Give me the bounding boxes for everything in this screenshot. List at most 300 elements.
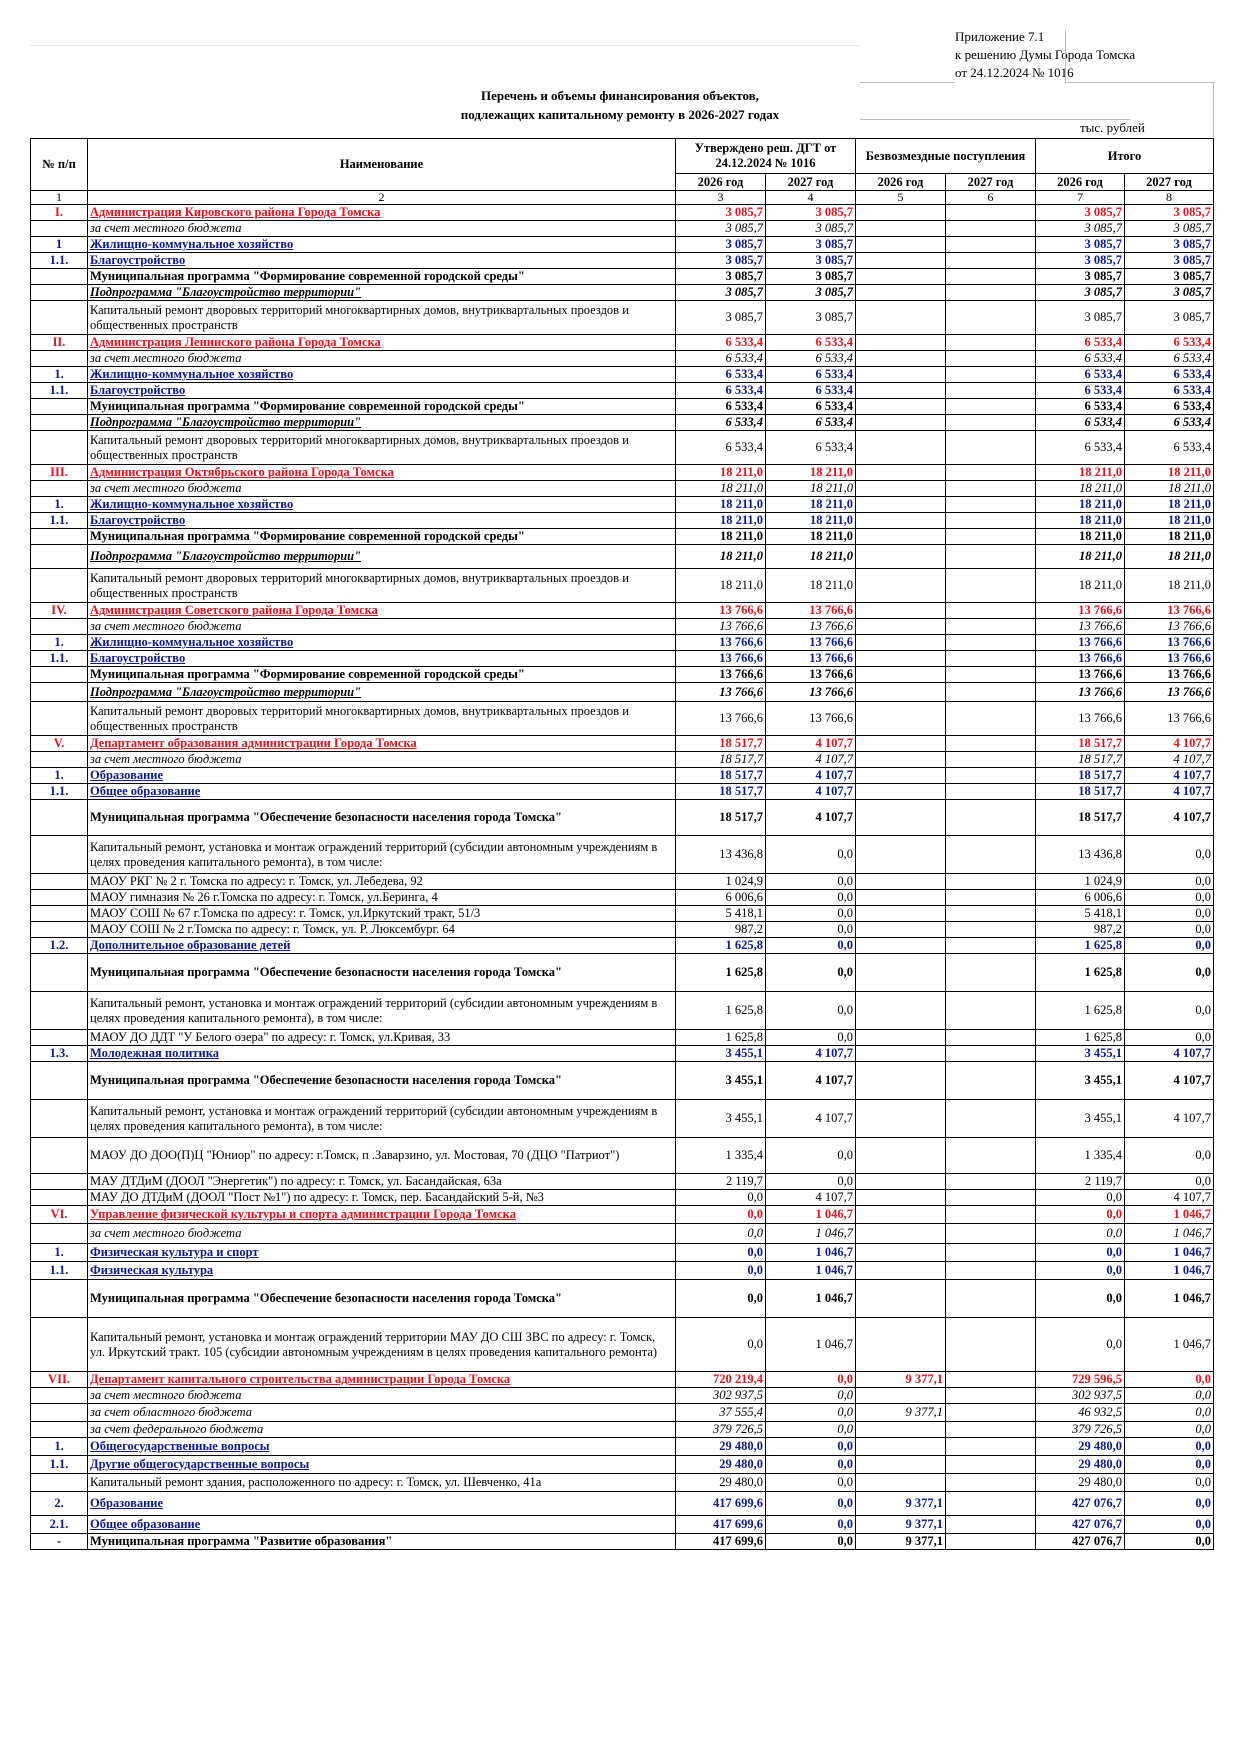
table-row xyxy=(31,399,1214,415)
row-name: Капитальный ремонт, установка и монтаж ограждений территорий (субсидии автономным учреждениям в целях проведения капитального ремонта), в том числе: xyxy=(88,836,676,874)
value-approved-2026: 3 455,1 xyxy=(676,1046,766,1062)
row-name: Дополнительное образование детей xyxy=(88,938,676,954)
row-name: Муниципальная программа "Обеспечение безопасности населения города Томска" xyxy=(88,800,676,836)
row-number: IV. xyxy=(31,603,88,619)
value-grants-2026 xyxy=(856,1456,946,1474)
row-number: 2.1. xyxy=(31,1516,88,1534)
value-total-2026: 18 517,7 xyxy=(1036,768,1125,784)
row-number: 2. xyxy=(31,1492,88,1516)
table-row xyxy=(31,1224,1214,1244)
header-grants: Безвозмездные поступления xyxy=(856,139,1036,174)
value-grants-2026 xyxy=(856,1244,946,1262)
row-number: 1.1. xyxy=(31,784,88,800)
value-total-2026: 6 533,4 xyxy=(1036,383,1125,399)
decor-rule xyxy=(1065,82,1215,83)
value-grants-2026 xyxy=(856,335,946,351)
row-number: V. xyxy=(31,736,88,752)
header-approved-2026: 2026 год xyxy=(676,174,766,191)
row-name: Департамент образования администрации Города Томска xyxy=(88,736,676,752)
value-approved-2026: 18 517,7 xyxy=(676,736,766,752)
value-approved-2027: 13 766,6 xyxy=(766,651,856,667)
value-grants-2027 xyxy=(946,992,1036,1030)
value-grants-2027 xyxy=(946,1046,1036,1062)
table-row xyxy=(31,205,1214,221)
row-number: 1.1. xyxy=(31,513,88,529)
row-number xyxy=(31,529,88,545)
table-row xyxy=(31,301,1214,335)
value-grants-2027 xyxy=(946,569,1036,603)
row-name: Общегосударственные вопросы xyxy=(88,1438,676,1456)
row-name: Жилищно-коммунальное хозяйство xyxy=(88,237,676,253)
row-number: 1 xyxy=(31,237,88,253)
value-approved-2026: 18 517,7 xyxy=(676,752,766,768)
table-row xyxy=(31,513,1214,529)
value-total-2026: 13 766,6 xyxy=(1036,667,1125,683)
value-total-2027: 18 211,0 xyxy=(1125,529,1214,545)
value-approved-2027: 0,0 xyxy=(766,1030,856,1046)
value-grants-2026 xyxy=(856,205,946,221)
row-number xyxy=(31,1224,88,1244)
column-index: 8 xyxy=(1125,191,1214,205)
value-approved-2026: 29 480,0 xyxy=(676,1474,766,1492)
column-index: 1 xyxy=(31,191,88,205)
value-total-2026: 3 085,7 xyxy=(1036,205,1125,221)
value-approved-2027: 4 107,7 xyxy=(766,1100,856,1138)
value-total-2026: 46 932,5 xyxy=(1036,1404,1125,1422)
row-name: за счет местного бюджета xyxy=(88,1224,676,1244)
value-grants-2026 xyxy=(856,513,946,529)
table-row xyxy=(31,465,1214,481)
row-number xyxy=(31,301,88,335)
value-total-2026: 729 596,5 xyxy=(1036,1372,1125,1388)
value-total-2026: 13 766,6 xyxy=(1036,702,1125,736)
value-grants-2027 xyxy=(946,1190,1036,1206)
row-name: Капитальный ремонт дворовых территорий многоквартирных домов, внутриквартальных проездов и общественных пространств xyxy=(88,569,676,603)
value-grants-2026 xyxy=(856,800,946,836)
value-total-2026: 18 211,0 xyxy=(1036,481,1125,497)
value-total-2027: 0,0 xyxy=(1125,1388,1214,1404)
value-total-2026: 0,0 xyxy=(1036,1224,1125,1244)
row-name: Образование xyxy=(88,1492,676,1516)
table-row xyxy=(31,351,1214,367)
row-name: МАУ ДТДиМ (ДООЛ "Энергетик") по адресу: г. Томск, ул. Басандайская, 63а xyxy=(88,1174,676,1190)
header-num: № п/п xyxy=(31,139,88,191)
value-grants-2026 xyxy=(856,603,946,619)
value-total-2027: 4 107,7 xyxy=(1125,800,1214,836)
row-number: 1. xyxy=(31,367,88,383)
value-grants-2026 xyxy=(856,481,946,497)
value-total-2026: 29 480,0 xyxy=(1036,1438,1125,1456)
row-number: II. xyxy=(31,335,88,351)
row-number: III. xyxy=(31,465,88,481)
value-approved-2026: 18 517,7 xyxy=(676,800,766,836)
table-row xyxy=(31,367,1214,383)
value-approved-2026: 6 533,4 xyxy=(676,367,766,383)
value-approved-2027: 6 533,4 xyxy=(766,351,856,367)
column-index: 6 xyxy=(946,191,1036,205)
value-approved-2026: 13 436,8 xyxy=(676,836,766,874)
value-total-2026: 3 455,1 xyxy=(1036,1100,1125,1138)
value-total-2027: 0,0 xyxy=(1125,954,1214,992)
value-grants-2026 xyxy=(856,1388,946,1404)
value-approved-2026: 6 533,4 xyxy=(676,383,766,399)
row-number xyxy=(31,752,88,768)
row-name: Общее образование xyxy=(88,784,676,800)
value-approved-2027: 4 107,7 xyxy=(766,800,856,836)
value-grants-2027 xyxy=(946,683,1036,702)
value-approved-2027: 4 107,7 xyxy=(766,736,856,752)
value-approved-2027: 4 107,7 xyxy=(766,1046,856,1062)
value-grants-2027 xyxy=(946,635,1036,651)
row-number xyxy=(31,415,88,431)
value-total-2027: 0,0 xyxy=(1125,1404,1214,1422)
value-grants-2027 xyxy=(946,736,1036,752)
row-name: МАОУ РКГ № 2 г. Томска по адресу: г. Томск, ул. Лебедева, 92 xyxy=(88,874,676,890)
row-number: VII. xyxy=(31,1372,88,1388)
value-grants-2027 xyxy=(946,351,1036,367)
value-approved-2026: 13 766,6 xyxy=(676,702,766,736)
value-approved-2027: 0,0 xyxy=(766,938,856,954)
value-approved-2026: 3 085,7 xyxy=(676,269,766,285)
value-total-2026: 13 766,6 xyxy=(1036,619,1125,635)
value-total-2026: 13 766,6 xyxy=(1036,683,1125,702)
row-number xyxy=(31,285,88,301)
value-approved-2027: 0,0 xyxy=(766,1438,856,1456)
decor-rule xyxy=(1213,82,1214,137)
value-approved-2026: 6 533,4 xyxy=(676,431,766,465)
value-total-2026: 1 625,8 xyxy=(1036,938,1125,954)
value-approved-2027: 1 046,7 xyxy=(766,1244,856,1262)
value-approved-2027: 0,0 xyxy=(766,1404,856,1422)
value-approved-2026: 3 085,7 xyxy=(676,205,766,221)
value-total-2027: 6 533,4 xyxy=(1125,431,1214,465)
value-grants-2027 xyxy=(946,465,1036,481)
value-total-2027: 3 085,7 xyxy=(1125,205,1214,221)
row-name: за счет местного бюджета xyxy=(88,351,676,367)
value-grants-2027 xyxy=(946,545,1036,569)
value-approved-2027: 6 533,4 xyxy=(766,399,856,415)
row-name: за счет местного бюджета xyxy=(88,1388,676,1404)
row-name: Департамент капитального строительства администрации Города Томска xyxy=(88,1372,676,1388)
row-name: Физическая культура и спорт xyxy=(88,1244,676,1262)
table-row xyxy=(31,545,1214,569)
value-approved-2027: 18 211,0 xyxy=(766,545,856,569)
value-approved-2026: 6 533,4 xyxy=(676,335,766,351)
row-name: МАОУ ДО ДОО(П)Ц "Юниор" по адресу: г.Томск, п .Заварзино, ул. Мостовая, 70 (ДЦО "Патриот") xyxy=(88,1138,676,1174)
value-total-2027: 13 766,6 xyxy=(1125,683,1214,702)
row-number: 1. xyxy=(31,497,88,513)
table-row xyxy=(31,1456,1214,1474)
value-total-2026: 18 211,0 xyxy=(1036,497,1125,513)
value-total-2026: 2 119,7 xyxy=(1036,1174,1125,1190)
value-total-2026: 6 533,4 xyxy=(1036,367,1125,383)
value-total-2027: 0,0 xyxy=(1125,836,1214,874)
row-number xyxy=(31,619,88,635)
table-row xyxy=(31,1046,1214,1062)
value-total-2027: 0,0 xyxy=(1125,1372,1214,1388)
value-grants-2026: 9 377,1 xyxy=(856,1516,946,1534)
value-total-2026: 13 766,6 xyxy=(1036,603,1125,619)
value-approved-2027: 1 046,7 xyxy=(766,1224,856,1244)
value-approved-2027: 1 046,7 xyxy=(766,1280,856,1318)
row-number: VI. xyxy=(31,1206,88,1224)
table-row xyxy=(31,1534,1214,1550)
value-approved-2026: 6 533,4 xyxy=(676,351,766,367)
value-grants-2027 xyxy=(946,513,1036,529)
value-total-2027: 1 046,7 xyxy=(1125,1280,1214,1318)
value-grants-2027 xyxy=(946,415,1036,431)
value-approved-2026: 6 533,4 xyxy=(676,399,766,415)
value-approved-2027: 3 085,7 xyxy=(766,221,856,237)
value-approved-2027: 0,0 xyxy=(766,890,856,906)
value-total-2027: 13 766,6 xyxy=(1125,603,1214,619)
value-grants-2026 xyxy=(856,465,946,481)
value-total-2026: 3 085,7 xyxy=(1036,269,1125,285)
table-row xyxy=(31,635,1214,651)
value-total-2027: 1 046,7 xyxy=(1125,1318,1214,1372)
table-row xyxy=(31,736,1214,752)
value-approved-2026: 987,2 xyxy=(676,922,766,938)
value-approved-2027: 1 046,7 xyxy=(766,1318,856,1372)
value-approved-2026: 18 211,0 xyxy=(676,513,766,529)
table-row xyxy=(31,1174,1214,1190)
value-total-2027: 6 533,4 xyxy=(1125,367,1214,383)
row-name: МАУ ДО ДТДиМ (ДООЛ "Пост №1") по адресу: г. Томск, пер. Басандайский 5-й, №3 xyxy=(88,1190,676,1206)
row-number xyxy=(31,702,88,736)
value-grants-2027 xyxy=(946,619,1036,635)
value-approved-2027: 3 085,7 xyxy=(766,205,856,221)
value-total-2027: 6 533,4 xyxy=(1125,351,1214,367)
value-grants-2026 xyxy=(856,890,946,906)
value-grants-2026 xyxy=(856,569,946,603)
value-grants-2027 xyxy=(946,431,1036,465)
value-total-2027: 0,0 xyxy=(1125,1422,1214,1438)
value-grants-2027 xyxy=(946,667,1036,683)
value-grants-2026 xyxy=(856,635,946,651)
value-total-2027: 1 046,7 xyxy=(1125,1244,1214,1262)
value-grants-2027 xyxy=(946,1062,1036,1100)
table-row xyxy=(31,784,1214,800)
value-approved-2026: 1 625,8 xyxy=(676,938,766,954)
value-approved-2026: 1 335,4 xyxy=(676,1138,766,1174)
value-grants-2026 xyxy=(856,619,946,635)
table-row xyxy=(31,1030,1214,1046)
value-approved-2026: 0,0 xyxy=(676,1190,766,1206)
value-approved-2027: 0,0 xyxy=(766,1422,856,1438)
column-index-row xyxy=(31,191,1214,205)
value-total-2026: 3 455,1 xyxy=(1036,1062,1125,1100)
row-name: Капитальный ремонт, установка и монтаж ограждений территорий (субсидии автономным учреждениям в целях проведения капитального ремонта), в том числе: xyxy=(88,992,676,1030)
table-row xyxy=(31,651,1214,667)
value-total-2027: 18 211,0 xyxy=(1125,465,1214,481)
value-approved-2027: 13 766,6 xyxy=(766,683,856,702)
value-approved-2027: 0,0 xyxy=(766,906,856,922)
row-number xyxy=(31,1062,88,1100)
value-grants-2026 xyxy=(856,683,946,702)
value-grants-2027 xyxy=(946,1422,1036,1438)
row-name: Муниципальная программа "Формирование современной городской среды" xyxy=(88,269,676,285)
value-grants-2027 xyxy=(946,497,1036,513)
row-number: 1.1. xyxy=(31,383,88,399)
value-total-2026: 18 517,7 xyxy=(1036,800,1125,836)
value-grants-2026 xyxy=(856,1174,946,1190)
value-total-2026: 6 533,4 xyxy=(1036,351,1125,367)
value-approved-2027: 6 533,4 xyxy=(766,383,856,399)
value-grants-2027 xyxy=(946,529,1036,545)
value-total-2026: 3 085,7 xyxy=(1036,301,1125,335)
value-grants-2027 xyxy=(946,836,1036,874)
column-index: 5 xyxy=(856,191,946,205)
value-total-2026: 0,0 xyxy=(1036,1206,1125,1224)
value-grants-2026 xyxy=(856,736,946,752)
row-name: Подпрограмма "Благоустройство территории" xyxy=(88,683,676,702)
table-row xyxy=(31,702,1214,736)
value-total-2026: 1 625,8 xyxy=(1036,992,1125,1030)
row-number xyxy=(31,800,88,836)
value-total-2027: 18 211,0 xyxy=(1125,513,1214,529)
value-grants-2026 xyxy=(856,1262,946,1280)
row-name: Общее образование xyxy=(88,1516,676,1534)
value-grants-2027 xyxy=(946,383,1036,399)
header-total-2026: 2026 год xyxy=(1036,174,1125,191)
value-total-2027: 4 107,7 xyxy=(1125,1062,1214,1100)
value-total-2027: 0,0 xyxy=(1125,1030,1214,1046)
value-approved-2027: 0,0 xyxy=(766,1174,856,1190)
value-total-2026: 6 006,6 xyxy=(1036,890,1125,906)
table-row xyxy=(31,768,1214,784)
value-approved-2027: 1 046,7 xyxy=(766,1206,856,1224)
row-number xyxy=(31,667,88,683)
table-row xyxy=(31,874,1214,890)
value-total-2026: 6 533,4 xyxy=(1036,431,1125,465)
value-grants-2027 xyxy=(946,906,1036,922)
row-number xyxy=(31,1474,88,1492)
value-grants-2027 xyxy=(946,768,1036,784)
row-name: Капитальный ремонт, установка и монтаж ограждений территории МАУ ДО СШ ЗВС по адресу: г. Томск, ул. Иркутский тракт. 105 (субсидии автономным учреждениям в целях проведения капитального ремонта) xyxy=(88,1318,676,1372)
row-name: Молодежная политика xyxy=(88,1046,676,1062)
row-number xyxy=(31,836,88,874)
value-approved-2026: 0,0 xyxy=(676,1244,766,1262)
row-name: МАОУ СОШ № 2 г.Томска по адресу: г. Томск, ул. Р. Люксембург. 64 xyxy=(88,922,676,938)
header-name: Наименование xyxy=(88,139,676,191)
table-row xyxy=(31,497,1214,513)
value-total-2026: 3 455,1 xyxy=(1036,1046,1125,1062)
value-approved-2027: 0,0 xyxy=(766,1492,856,1516)
value-total-2026: 13 766,6 xyxy=(1036,651,1125,667)
row-number: 1. xyxy=(31,635,88,651)
value-grants-2026 xyxy=(856,784,946,800)
value-total-2026: 0,0 xyxy=(1036,1318,1125,1372)
value-total-2026: 3 085,7 xyxy=(1036,253,1125,269)
value-approved-2026: 3 085,7 xyxy=(676,285,766,301)
row-name: Благоустройство xyxy=(88,513,676,529)
column-index: 7 xyxy=(1036,191,1125,205)
row-number xyxy=(31,431,88,465)
value-total-2027: 18 211,0 xyxy=(1125,497,1214,513)
value-total-2027: 6 533,4 xyxy=(1125,399,1214,415)
row-number xyxy=(31,221,88,237)
value-grants-2026 xyxy=(856,1224,946,1244)
value-grants-2027 xyxy=(946,285,1036,301)
value-total-2026: 18 517,7 xyxy=(1036,752,1125,768)
row-name: Капитальный ремонт, установка и монтаж ограждений территорий (субсидии автономным учреждениям в целях проведения капитального ремонта), в том числе: xyxy=(88,1100,676,1138)
appendix-line-2: к решению Думы Города Томска xyxy=(955,47,1136,62)
value-grants-2026 xyxy=(856,1474,946,1492)
table-row xyxy=(31,1372,1214,1388)
row-name: Другие общегосударственные вопросы xyxy=(88,1456,676,1474)
row-name: за счет федерального бюджета xyxy=(88,1422,676,1438)
value-grants-2027 xyxy=(946,205,1036,221)
value-approved-2026: 13 766,6 xyxy=(676,619,766,635)
table-row xyxy=(31,335,1214,351)
row-number: 1. xyxy=(31,768,88,784)
row-number xyxy=(31,569,88,603)
value-total-2027: 0,0 xyxy=(1125,992,1214,1030)
value-grants-2026 xyxy=(856,1318,946,1372)
value-grants-2026 xyxy=(856,253,946,269)
row-name: за счет местного бюджета xyxy=(88,752,676,768)
value-grants-2026 xyxy=(856,497,946,513)
title-line-1: Перечень и объемы финансирования объектов, xyxy=(481,88,759,103)
value-total-2027: 3 085,7 xyxy=(1125,269,1214,285)
value-grants-2027 xyxy=(946,784,1036,800)
table-row xyxy=(31,1100,1214,1138)
appendix-block xyxy=(955,28,1135,82)
value-total-2026: 3 085,7 xyxy=(1036,237,1125,253)
value-grants-2027 xyxy=(946,1174,1036,1190)
value-total-2027: 4 107,7 xyxy=(1125,736,1214,752)
value-approved-2027: 0,0 xyxy=(766,1516,856,1534)
row-name: Благоустройство xyxy=(88,651,676,667)
value-total-2027: 3 085,7 xyxy=(1125,221,1214,237)
value-approved-2026: 6 006,6 xyxy=(676,890,766,906)
table-row xyxy=(31,922,1214,938)
value-grants-2026 xyxy=(856,874,946,890)
row-name: МАОУ гимназия № 26 г.Томска по адресу: г. Томск, ул.Беринга, 4 xyxy=(88,890,676,906)
row-name: Подпрограмма "Благоустройство территории" xyxy=(88,285,676,301)
value-total-2027: 18 211,0 xyxy=(1125,481,1214,497)
value-approved-2026: 13 766,6 xyxy=(676,603,766,619)
value-grants-2026: 9 377,1 xyxy=(856,1372,946,1388)
value-grants-2027 xyxy=(946,253,1036,269)
value-approved-2027: 4 107,7 xyxy=(766,784,856,800)
row-name: Образование xyxy=(88,768,676,784)
table-row xyxy=(31,667,1214,683)
column-index: 2 xyxy=(88,191,676,205)
value-total-2027: 4 107,7 xyxy=(1125,1046,1214,1062)
value-total-2027: 0,0 xyxy=(1125,874,1214,890)
value-approved-2027: 0,0 xyxy=(766,1456,856,1474)
value-total-2026: 18 211,0 xyxy=(1036,545,1125,569)
value-approved-2027: 3 085,7 xyxy=(766,301,856,335)
table-row xyxy=(31,1318,1214,1372)
row-name: Муниципальная программа "Обеспечение безопасности населения города Томска" xyxy=(88,954,676,992)
value-total-2027: 0,0 xyxy=(1125,1456,1214,1474)
value-approved-2026: 720 219,4 xyxy=(676,1372,766,1388)
value-grants-2027 xyxy=(946,1372,1036,1388)
row-number: 1.1. xyxy=(31,651,88,667)
value-grants-2026 xyxy=(856,1138,946,1174)
value-total-2027: 0,0 xyxy=(1125,922,1214,938)
value-total-2026: 987,2 xyxy=(1036,922,1125,938)
value-approved-2026: 417 699,6 xyxy=(676,1492,766,1516)
value-approved-2026: 3 455,1 xyxy=(676,1100,766,1138)
value-approved-2027: 3 085,7 xyxy=(766,285,856,301)
value-total-2027: 0,0 xyxy=(1125,1138,1214,1174)
value-grants-2027 xyxy=(946,1474,1036,1492)
row-number xyxy=(31,890,88,906)
value-total-2026: 1 024,9 xyxy=(1036,874,1125,890)
